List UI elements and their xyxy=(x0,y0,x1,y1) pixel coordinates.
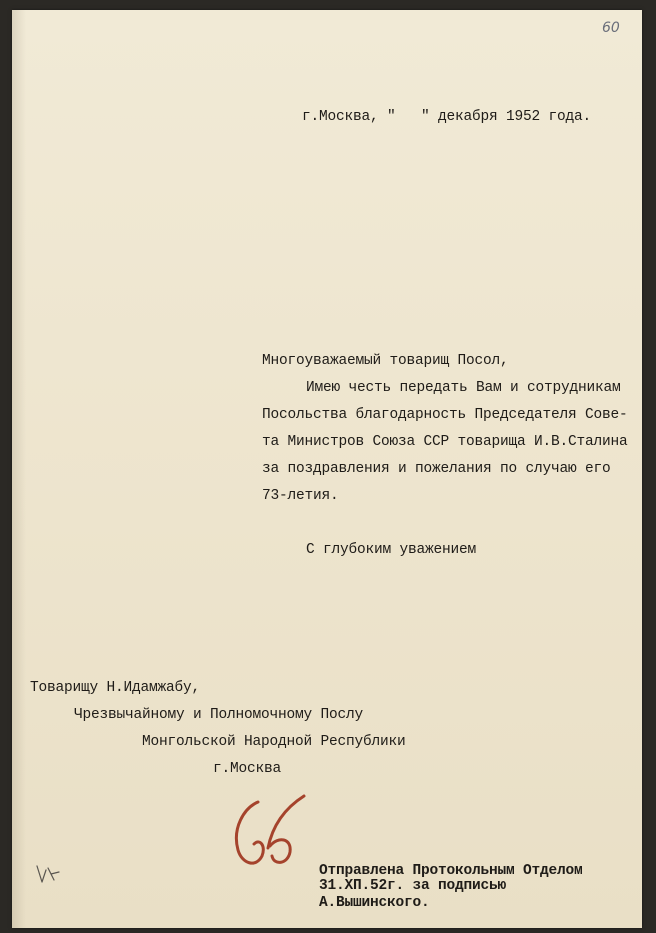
page-number: 60 xyxy=(602,20,620,36)
pencil-margin-mark xyxy=(34,862,62,886)
red-pencil-signature xyxy=(220,788,320,878)
addressee-line-3: Монгольской Народной Республики xyxy=(142,734,406,750)
closing: С глубоким уважением xyxy=(306,542,477,558)
document-page xyxy=(12,10,642,928)
page-edge-shadow xyxy=(12,10,26,928)
body-line-1: Имею честь передать Вам и сотрудникам xyxy=(306,380,621,396)
addressee-line-4: г.Москва xyxy=(213,761,282,777)
date-line: г.Москва, " " декабря 1952 года. xyxy=(302,109,592,125)
salutation: Многоуважаемый товарищ Посол, xyxy=(262,353,509,369)
sent-note-line-1: Отправлена Протокольным Отделом xyxy=(319,863,583,879)
body-line-2: Посольства благодарность Председателя Сове- xyxy=(262,407,628,423)
sent-note-line-3: А.Вышинского. xyxy=(319,895,430,911)
addressee-line-1: Товарищу Н.Идамжабу, xyxy=(30,680,201,696)
body-line-5: 73-летия. xyxy=(262,488,339,504)
sent-note-line-2: 31.XП.52г. за подписью xyxy=(319,878,507,894)
addressee-line-2: Чрезвычайному и Полномочному Послу xyxy=(74,707,364,723)
body-line-4: за поздравления и пожелания по случаю его xyxy=(262,461,611,477)
body-line-3: та Министров Союза ССР товарища И.В.Сталина xyxy=(262,434,628,450)
